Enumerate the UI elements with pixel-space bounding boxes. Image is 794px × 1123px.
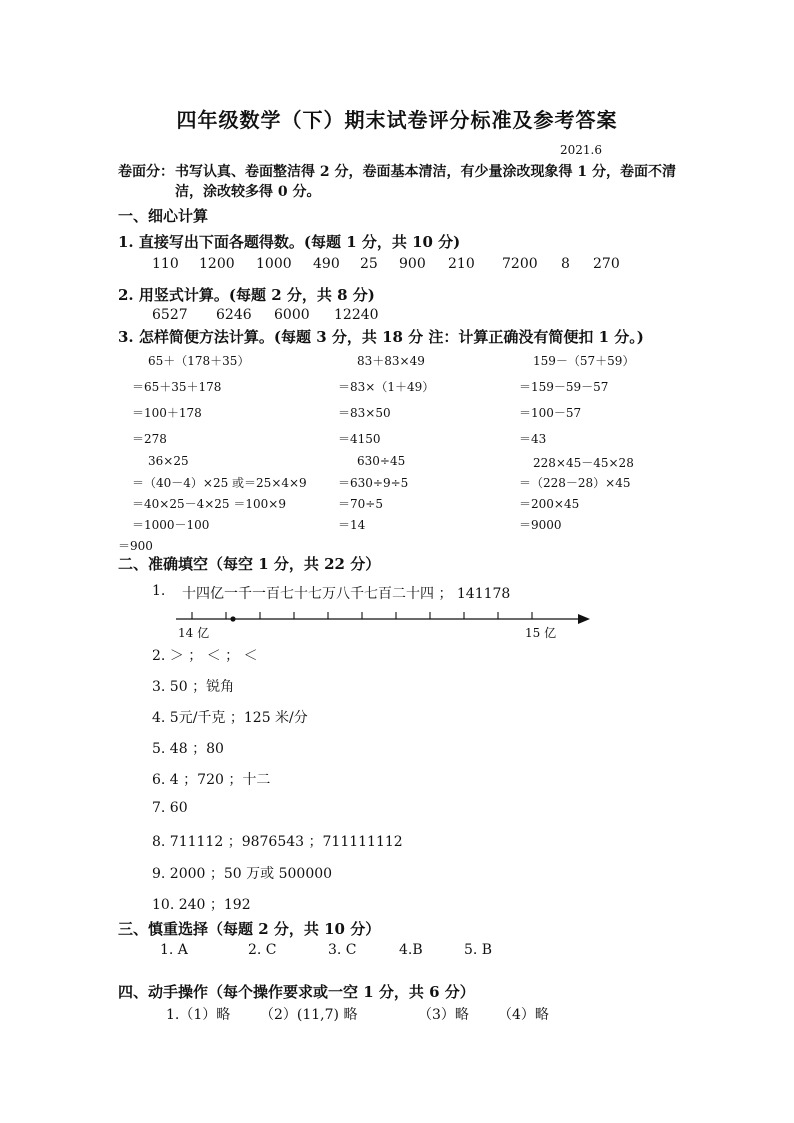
s2-answer: 8. 711112 ；9876543 ；711111112 (152, 834, 403, 850)
q3-col1-line: ＝65＋35＋178 (132, 380, 222, 394)
s2-q1-answer: 十四亿一千一百七十七万八千七百二十四 ； 141178 (182, 586, 511, 602)
s4-answer: （4）略 (498, 1007, 549, 1023)
q1-answer: 900 (399, 256, 426, 272)
s3-answer: 1. A (160, 942, 188, 958)
q3-col3-line: ＝200×45 (519, 497, 580, 511)
exam-date: 2021.6 (560, 143, 602, 157)
section-3-heading: 三、慎重选择（每题 2 分，共 10 分） (118, 920, 381, 938)
q1-heading: 1. 直接写出下面各题得数。(每题 1 分，共 10 分) (118, 233, 461, 251)
q2-heading: 2. 用竖式计算。(每题 2 分，共 8 分) (118, 286, 375, 304)
s4-answer: （3）略 (418, 1007, 469, 1023)
q3-col2-line: 630÷45 (357, 454, 406, 468)
q3-col2-line: ＝83×（1＋49） (338, 380, 435, 394)
q3-col1-line: ＝40×25－4×25 ＝100×9 (132, 497, 286, 511)
q3-col1-line: ＝1000－100 (132, 518, 210, 532)
paper-score-line-1: 书写认真、卷面整洁得 2 分，卷面基本清洁，有少量涂改现象得 1 分，卷面不清 (175, 164, 676, 180)
number-line-arrow (578, 614, 590, 624)
q3-col3-line: ＝9000 (519, 518, 562, 532)
q3-col1-line: ＝（40－4）×25 或＝25×4×9 (132, 476, 307, 490)
s3-answer: 4.B (399, 942, 423, 958)
s3-answer: 5. B (464, 942, 493, 958)
number-line-point (230, 616, 235, 621)
q2-answer: 6000 (274, 307, 310, 323)
s4-answer: （2）(11,7) 略 (260, 1007, 358, 1023)
paper-score-label: 卷面分： (118, 164, 174, 180)
q2-answer: 12240 (334, 307, 379, 323)
q1-answer: 490 (313, 256, 340, 272)
q3-col2-line: ＝70÷5 (338, 497, 383, 511)
s4-answer: 1.（1）略 (166, 1007, 231, 1023)
paper-score-line-2: 洁，涂改较多得 0 分。 (175, 184, 321, 200)
q1-answer: 270 (593, 256, 620, 272)
s3-answer: 2. C (248, 942, 277, 958)
q3-col2-line: 83＋83×49 (357, 354, 425, 368)
q3-col2-line: ＝4150 (338, 432, 381, 446)
s2-q1-number: 1. (152, 583, 166, 599)
q1-answer: 7200 (502, 256, 538, 272)
section-4-heading: 四、动手操作（每个操作要求或一空 1 分，共 6 分） (118, 983, 475, 1001)
q3-col2-line: ＝14 (338, 518, 366, 532)
s2-answer: 6. 4 ；720 ；十二 (152, 772, 271, 788)
q2-answer: 6527 (152, 307, 188, 323)
s2-answer: 7. 60 (152, 800, 188, 816)
q1-answer: 8 (561, 256, 570, 272)
q1-answer: 110 (152, 256, 179, 272)
q3-col1-line: 36×25 (148, 454, 189, 468)
q3-col2-line: ＝83×50 (338, 406, 391, 420)
q3-col3-line: 159－（57＋59） (533, 354, 635, 368)
s2-answer: 5. 48 ；80 (152, 741, 224, 757)
number-line (170, 608, 600, 644)
q2-answer: 6246 (216, 307, 252, 323)
s3-answer: 3. C (328, 942, 357, 958)
q3-heading: 3. 怎样简便方法计算。(每题 3 分，共 18 分 注：计算正确没有简便扣 1 分。) (118, 328, 644, 346)
q3-col3-line: ＝100－57 (519, 406, 582, 420)
section-1-heading: 一、细心计算 (118, 207, 209, 225)
s2-answer: 9. 2000 ；50 万或 500000 (152, 866, 333, 882)
section-2-heading: 二、准确填空（每空 1 分，共 22 分） (118, 555, 381, 573)
q3-col3-line: ＝43 (519, 432, 547, 446)
q3-col1-line: ＝100＋178 (132, 406, 202, 420)
s2-answer: 2. ＞ ； ＜ ； ＜ (152, 648, 258, 664)
q1-answer: 1000 (256, 256, 292, 272)
q3-col1-line: 65＋（178＋35） (148, 354, 250, 368)
page-title: 四年级数学（下）期末试卷评分标准及参考答案 (176, 108, 618, 132)
number-line-right-label: 15 亿 (525, 626, 557, 640)
s2-answer: 3. 50 ；锐角 (152, 679, 235, 695)
q3-col3-line: 228×45－45×28 (533, 456, 634, 470)
q1-answer: 1200 (199, 256, 235, 272)
q1-answer: 25 (360, 256, 378, 272)
number-line-left-label: 14 亿 (178, 626, 210, 640)
s2-answer: 4. 5元/千克 ；125 米/分 (152, 710, 308, 726)
q3-col1-line: ＝900 (118, 539, 153, 553)
q3-col2-line: ＝630÷9÷5 (338, 476, 409, 490)
q3-col3-line: ＝159－59－57 (519, 380, 609, 394)
q3-col3-line: ＝（228－28）×45 (519, 476, 631, 490)
number-line-ticks (192, 612, 532, 619)
s2-answer: 10. 240 ；192 (152, 897, 251, 913)
q3-col1-line: ＝278 (132, 432, 167, 446)
q1-answer: 210 (448, 256, 475, 272)
